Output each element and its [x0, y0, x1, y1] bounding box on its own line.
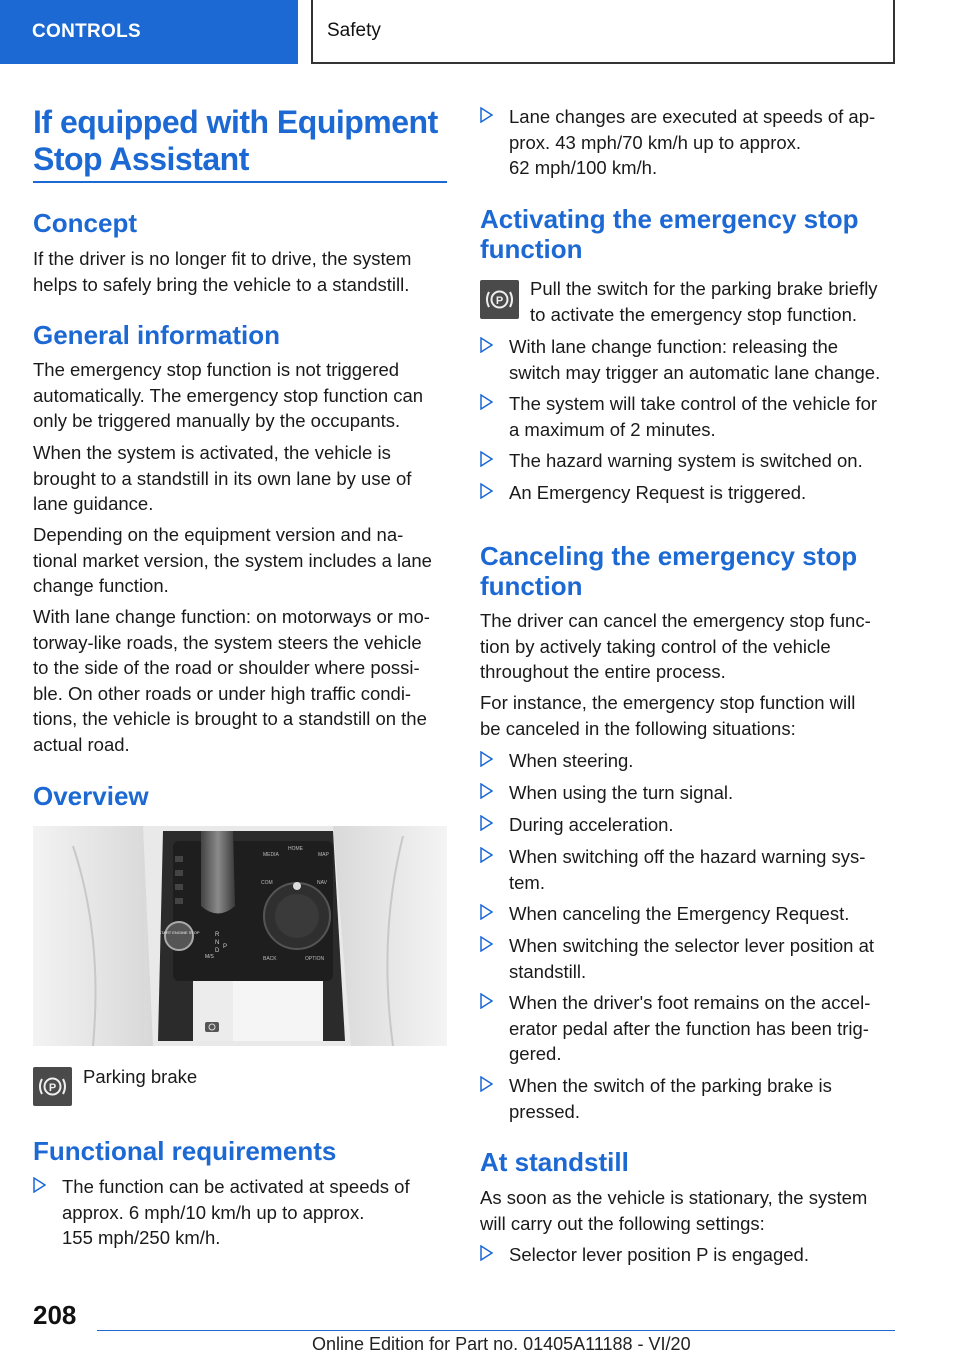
text-line: only be triggered manually by the occupants.	[33, 410, 401, 431]
heading-line: Activating the emergency stop	[480, 204, 859, 234]
triangle-bullet-icon	[33, 1177, 46, 1193]
text-line: The system will take control of the vehicle for	[509, 393, 878, 414]
heading-canceling-emergency-stop	[480, 541, 857, 601]
text-line: An Emergency Request is triggered.	[509, 482, 807, 503]
text-line: brought to a standstill in its own lane by use of	[33, 467, 412, 489]
heading-functional-requirements: Functional requirements	[33, 1136, 337, 1166]
triangle-bullet-icon	[480, 783, 493, 799]
list-item	[480, 933, 895, 984]
text-line: As soon as the vehicle is stationary, the system	[480, 1187, 868, 1208]
list-item	[480, 1073, 895, 1124]
heading-line: Canceling the emergency stop	[480, 541, 858, 571]
list-item	[480, 1242, 895, 1268]
triangle-bullet-icon	[480, 337, 493, 353]
triangle-bullet-icon	[480, 451, 493, 467]
text-line: erator pedal after the function has been trig‐	[509, 1017, 869, 1039]
gear-n-label: N	[215, 940, 220, 946]
text-line: gered.	[509, 1043, 562, 1064]
text-line: tion by actively taking control of the vehicle	[480, 635, 831, 657]
text-line: change function.	[33, 575, 169, 596]
list-item	[480, 334, 895, 385]
list-item	[480, 812, 895, 838]
triangle-bullet-icon	[480, 1245, 493, 1261]
text-line: 62 mph/100 km/h.	[509, 157, 658, 178]
parking-brake-label: Parking brake	[83, 1066, 198, 1087]
list-item	[480, 391, 895, 442]
text-line: tional market version, the system includes a lane	[33, 549, 432, 571]
text-line: Pull the switch for the parking brake briefly	[530, 278, 878, 299]
text-line: ble. On other roads or under high traffic condi‐	[33, 682, 412, 704]
text-line: Lane changes are executed at speeds of ap‐	[509, 106, 876, 127]
text-line: When the system is activated, the vehicle is	[33, 442, 391, 463]
parking-brake-symbol	[484, 284, 515, 315]
text-line: Depending on the equipment version and na‐	[33, 524, 404, 545]
list-item	[480, 780, 895, 806]
svg-text:P: P	[48, 1082, 57, 1094]
map-label: MAP	[318, 852, 329, 858]
section-label: CONTROLS	[32, 21, 142, 42]
text-line: standstill.	[509, 960, 587, 982]
text-line: The emergency stop function is not triggered	[33, 359, 400, 380]
page-number: 208	[33, 1300, 77, 1330]
list-item	[480, 480, 895, 506]
chapter-header	[311, 0, 895, 64]
text-line: be canceled in the following situations:	[480, 717, 796, 739]
text-line: throughout the entire process.	[480, 661, 726, 682]
text-line: For instance, the emergency stop function will	[480, 692, 856, 713]
triangle-bullet-icon	[480, 483, 493, 499]
text-line: 155 mph/250 km/h.	[62, 1227, 221, 1248]
text-line: When the switch of the parking brake is	[509, 1075, 832, 1096]
section-tab	[0, 0, 298, 64]
home-label: HOME	[288, 846, 303, 852]
center-console-photo	[33, 826, 447, 1046]
triangle-bullet-icon	[480, 847, 493, 863]
start-stop-label: START ENGINE STOP	[158, 930, 200, 935]
list-item	[480, 748, 895, 774]
svg-text:P: P	[495, 295, 504, 307]
text-line: With lane change function: on motorways or mo‐	[33, 606, 430, 627]
media-label: MEDIA	[263, 852, 279, 858]
title-line: Stop Assistant	[33, 141, 249, 177]
triangle-bullet-icon	[480, 936, 493, 952]
com-label: COM	[261, 880, 273, 886]
text-line: When canceling the Emergency Request.	[509, 903, 850, 924]
standstill-paragraph	[480, 1185, 895, 1236]
center-console-illustration	[33, 826, 447, 1046]
gear-ms-label: M/S	[205, 954, 214, 960]
title-rule	[33, 181, 447, 183]
text-line: to the side of the road or shoulder where possi‐	[33, 657, 420, 678]
concept-text	[33, 246, 447, 297]
general-paragraph-2	[33, 440, 447, 517]
heading-overview: Overview	[33, 781, 149, 811]
parking-brake-icon	[33, 1067, 72, 1106]
text-line: switch may trigger an automatic lane change.	[509, 361, 881, 383]
list-item	[480, 901, 895, 927]
parking-brake-icon	[480, 280, 519, 319]
text-line: The driver can cancel the emergency stop func‐	[480, 610, 871, 631]
general-paragraph-3	[33, 522, 447, 599]
text-line: will carry out the following settings:	[480, 1212, 765, 1234]
edition-footer: Online Edition for Part no. 01405A11188 - VI/20	[312, 1334, 691, 1354]
title-line: If equipped with Equipment	[33, 104, 438, 140]
heading-activating-emergency-stop	[480, 204, 859, 264]
heading-at-standstill: At standstill	[480, 1147, 629, 1177]
footer-rule	[97, 1330, 895, 1331]
list-item	[480, 844, 895, 895]
heading-line: function	[480, 571, 583, 601]
text-line: a maximum of 2 minutes.	[509, 418, 716, 440]
triangle-bullet-icon	[480, 1076, 493, 1092]
heading-line: function	[480, 234, 583, 264]
heading-general-information: General information	[33, 320, 281, 350]
list-item	[480, 104, 895, 181]
triangle-bullet-icon	[480, 751, 493, 767]
text-line: When using the turn signal.	[509, 782, 734, 803]
text-line: With lane change function: releasing the	[509, 336, 839, 357]
text-line: automatically. The emergency stop function can	[33, 384, 424, 406]
text-line: When switching off the hazard warning sys‐	[509, 846, 866, 867]
option-label: OPTION	[305, 956, 325, 962]
text-line: pressed.	[509, 1100, 580, 1122]
text-line: torway-like roads, the system steers the vehicle	[33, 631, 422, 653]
list-item	[480, 990, 895, 1067]
heading-concept: Concept	[33, 208, 137, 238]
general-paragraph-4	[33, 604, 447, 757]
gear-p-label: P	[223, 944, 228, 950]
page-title	[33, 104, 438, 178]
gear-r-label: R	[215, 932, 220, 938]
list-item	[33, 1174, 447, 1251]
text-line: Selector lever position P is engaged.	[509, 1244, 809, 1265]
text-line: to activate the emergency stop function.	[530, 303, 858, 325]
text-line: tions, the vehicle is brought to a standstill on the	[33, 708, 427, 729]
nav-label: NAV	[317, 880, 327, 886]
chapter-label: Safety	[327, 20, 381, 41]
text-line: actual road.	[33, 733, 130, 755]
text-line: prox. 43 mph/70 km/h up to approx.	[509, 131, 802, 153]
text-line: The hazard warning system is switched on.	[509, 450, 863, 471]
text-line: lane guidance.	[33, 493, 154, 514]
triangle-bullet-icon	[480, 394, 493, 410]
list-item	[480, 448, 895, 474]
text-line: helps to safely bring the vehicle to a standstill.	[33, 273, 410, 295]
back-label: BACK	[263, 956, 277, 962]
text-line: When steering.	[509, 750, 634, 771]
triangle-bullet-icon	[480, 107, 493, 123]
activating-instruction	[530, 276, 895, 327]
text-line: When the driver's foot remains on the accel‐	[509, 992, 871, 1013]
canceling-paragraph-1	[480, 608, 895, 685]
gear-d-label: D	[215, 948, 220, 954]
canceling-paragraph-2	[480, 690, 895, 741]
general-paragraph-1	[33, 357, 447, 434]
parking-brake-symbol	[37, 1071, 68, 1102]
text-line: tem.	[509, 871, 545, 893]
text-line: The function can be activated at speeds of	[62, 1176, 410, 1197]
text-line: approx. 6 mph/10 km/h up to approx.	[62, 1201, 365, 1223]
text-line: When switching the selector lever position at	[509, 935, 875, 956]
text-line: If the driver is no longer fit to drive, the system	[33, 248, 412, 269]
triangle-bullet-icon	[480, 904, 493, 920]
triangle-bullet-icon	[480, 993, 493, 1009]
text-line: During acceleration.	[509, 814, 674, 835]
triangle-bullet-icon	[480, 815, 493, 831]
